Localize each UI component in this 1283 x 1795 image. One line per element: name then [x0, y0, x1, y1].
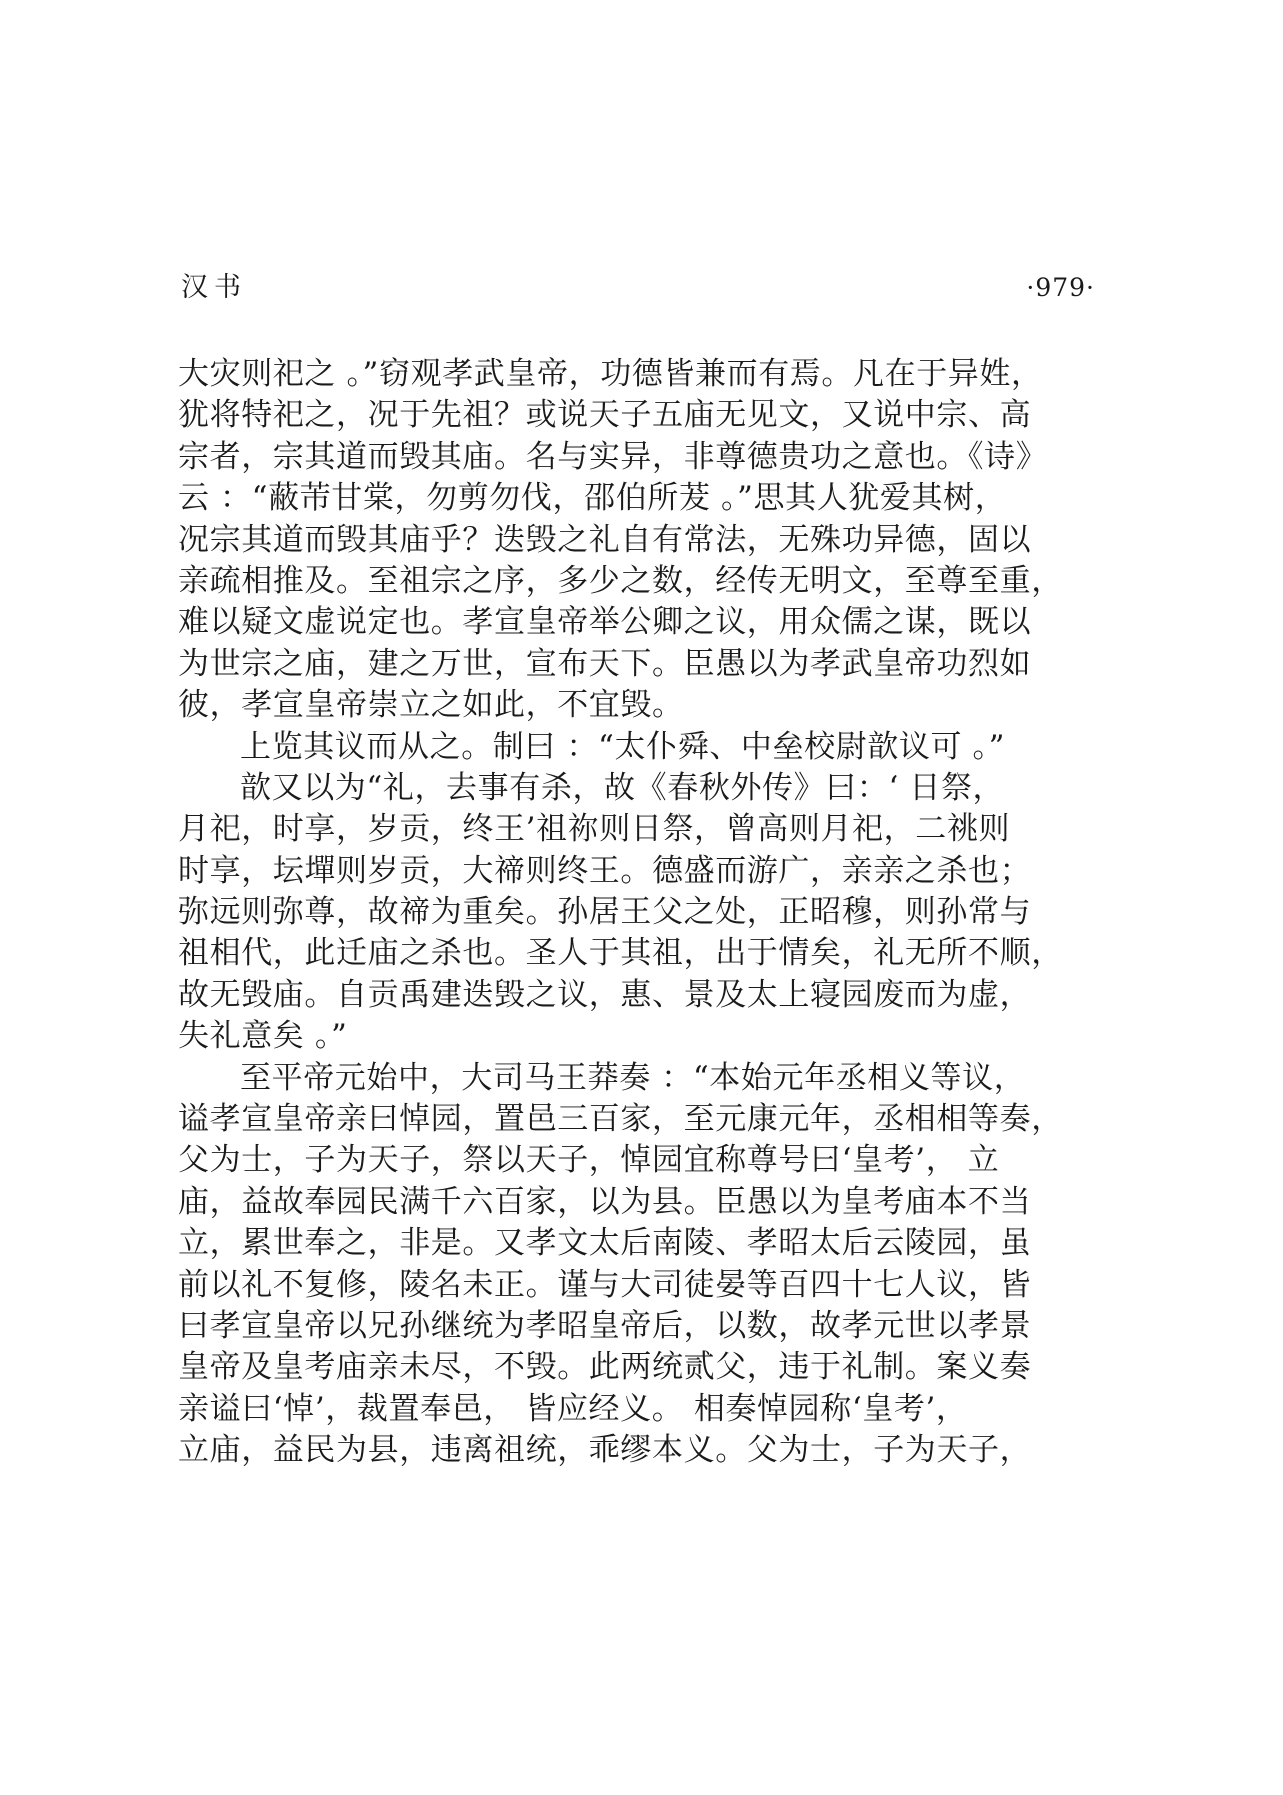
book-title: 汉书 — [181, 272, 247, 303]
text-line: 为世宗之庙，建之万世，宣布天下。臣愚以为孝武皇帝功烈如 — [178, 645, 1032, 682]
text-line: 庙，益故奉园民满千六百家，以为县。臣愚以为皇考庙本不当 — [178, 1183, 1032, 1220]
text-line: 彼，孝宣皇帝崇立之如此，不宜毁。 — [178, 687, 684, 724]
text-line: 难以疑文虚说定也。孝宣皇帝举公卿之议，用众儒之谋，既以 — [178, 604, 1032, 641]
text-line: 云 ：“蔽芾甘棠，勿剪勿伐，邵伯所茇 。”思其人犹爱其树， — [178, 480, 1007, 517]
text-line: 至平帝元始中，大司马王莽奏 ：“本始元年丞相义等议， — [240, 1059, 1026, 1096]
text-line: 曰孝宣皇帝以兄孙继统为孝昭皇帝后，以数，故孝元世以孝景 — [178, 1307, 1032, 1344]
text-line: 歆又以为“礼，去事有杀，故《春秋外传》曰：‘ 日祭， — [240, 769, 1005, 806]
text-line: 故无毁庙。自贡禹建迭毁之议，惠、景及太上寝园废而为虚， — [178, 976, 1032, 1013]
body-text — [178, 354, 1098, 1472]
text-line: 月祀，时享，岁贡，终王’祖祢则日祭，曾高则月祀，二祧则 — [178, 811, 1011, 848]
page-number: ·979· — [1026, 273, 1095, 302]
text-line: 谥孝宣皇帝亲曰悼园，置邑三百家，至元康元年，丞相相等奏， — [178, 1101, 1063, 1138]
text-line: 弥远则弥尊，故禘为重矣。孙居王父之处，正昭穆，则孙常与 — [178, 894, 1032, 931]
text-line: 况宗其道而毁其庙乎？迭毁之礼自有常法，无殊功异德，固以 — [178, 521, 1032, 558]
text-line: 立庙，益民为县，违离祖统，乖缪本义。父为士，子为天子， — [178, 1432, 1032, 1469]
text-line: 时享，坛墠则岁贡，大禘则终王。德盛而游广，亲亲之杀也； — [178, 852, 1032, 889]
text-line: 前以礼不复修，陵名未正。谨与大司徒晏等百四十七人议，皆 — [178, 1266, 1032, 1303]
text-line: 祖相代，此迁庙之杀也。圣人于其祖，出于情矣，礼无所不顺， — [178, 935, 1063, 972]
page-header — [181, 268, 1095, 308]
text-line: 立，累世奉之，非是。又孝文太后南陵、孝昭太后云陵园，虽 — [178, 1225, 1032, 1262]
text-line: 宗者，宗其道而毁其庙。名与实异，非尊德贵功之意也。《诗》 — [178, 438, 1048, 475]
text-line: 上览其议而从之。制曰 ：“太仆舜、中垒校尉歆议可 。” — [240, 728, 1006, 765]
text-line: 亲谥曰‘悼’，裁置奉邑， 皆应经义。 相奏悼园称‘皇考’， — [178, 1390, 968, 1427]
text-line: 大灾则祀之 。”窃观孝武皇帝，功德皆兼而有焉。凡在于异姓， — [178, 356, 1043, 392]
text-line: 父为士，子为天子，祭以天子，悼园宜称尊号曰‘皇考’， 立 — [178, 1142, 1000, 1179]
text-line: 皇帝及皇考庙亲未尽，不毁。此两统贰父，违于礼制。案义奏 — [178, 1349, 1032, 1386]
text-line: 亲疏相推及。至祖宗之序，多少之数，经传无明文，至尊至重， — [178, 562, 1063, 599]
text-line: 犹将特祀之，况于先祖？或说天子五庙无见文，又说中宗、高 — [178, 397, 1032, 434]
text-line: 失礼意矣 。” — [178, 1018, 348, 1055]
